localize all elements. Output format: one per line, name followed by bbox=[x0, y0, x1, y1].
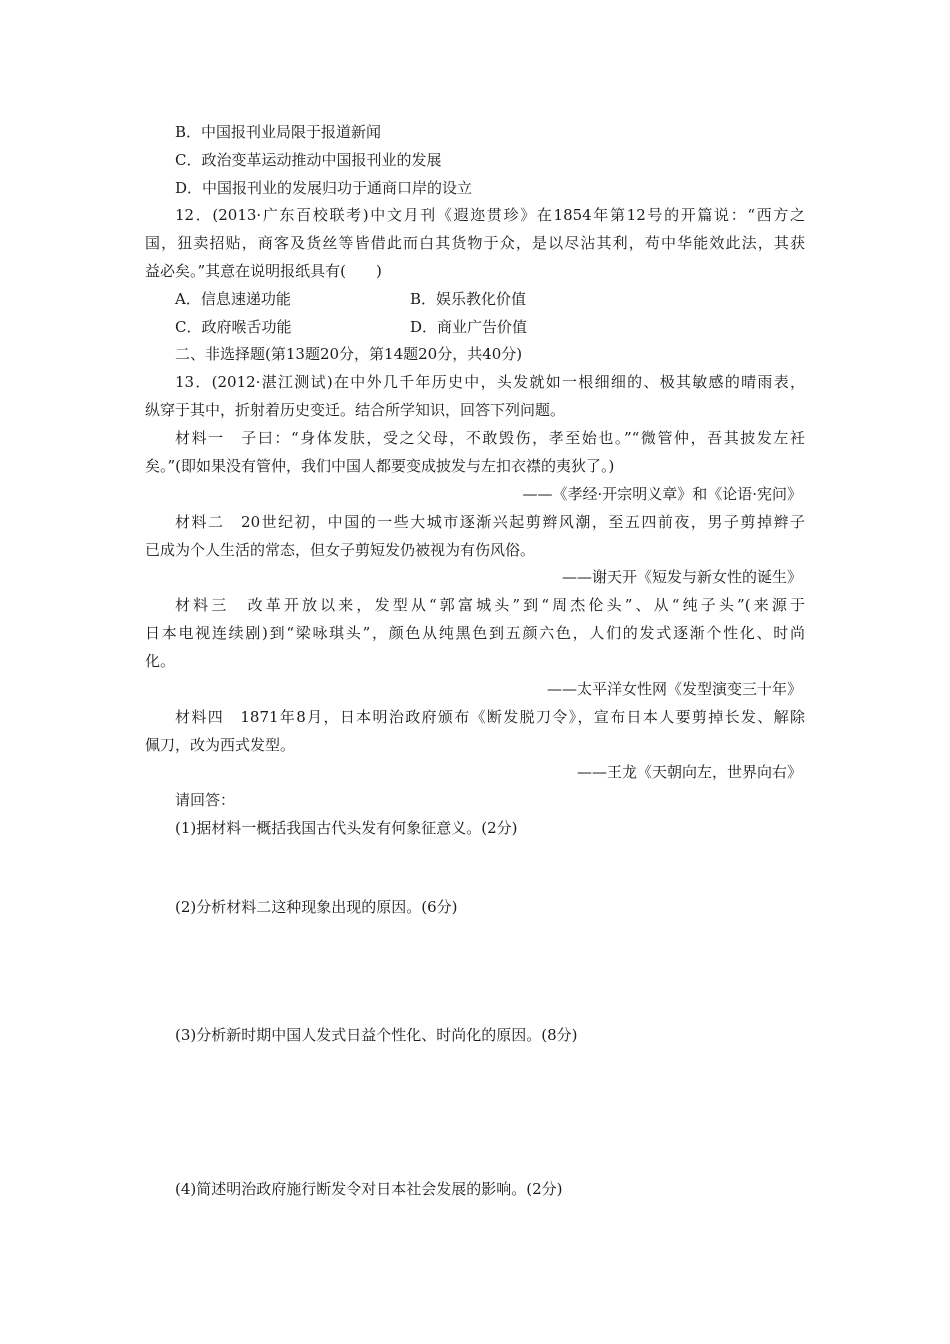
answer-prompt: 请回答： bbox=[175, 791, 236, 809]
q12-option-c: C．政府喉舌功能 bbox=[175, 318, 292, 336]
sub-question-4: (4)简述明治政府施行断发令对日本社会发展的影响。(2分) bbox=[175, 1180, 563, 1198]
q11-option-d: D．中国报刊业的发展归功于通商口岸的设立 bbox=[175, 179, 473, 197]
q11-option-c: C．政治变革运动推动中国报刊业的发展 bbox=[175, 151, 442, 169]
material2-line2: 已成为个人生活的常态，但女子剪短发仍被视为有伤风俗。 bbox=[145, 541, 536, 559]
sub-question-1: (1)据材料一概括我国古代头发有何象征意义。(2分) bbox=[175, 819, 518, 837]
sub-question-3: (3)分析新时期中国人发式日益个性化、时尚化的原因。(8分) bbox=[175, 1026, 578, 1044]
material2-source: ——谢天开《短发与新女性的诞生》 bbox=[561, 568, 802, 586]
material1-line1: 材料一 子曰：“身体发肤，受之父母，不敢毁伤，孝至始也。”“微管仲，吾其披发左衽 bbox=[175, 429, 805, 447]
material4-line1: 材料四 1871年8月，日本明治政府颁布《断发脱刀令》，宣布日本人要剪掉长发、解除 bbox=[175, 708, 805, 726]
material3-line1: 材料三 改革开放以来，发型从“郭富城头”到“周杰伦头”、从“纯子头”(来源于 bbox=[175, 596, 805, 614]
q12-option-d: D．商业广告价值 bbox=[410, 318, 528, 336]
material4-line2: 佩刀，改为西式发型。 bbox=[145, 736, 296, 754]
sub-question-2: (2)分析材料二这种现象出现的原因。(6分) bbox=[175, 898, 458, 916]
q13-stem-line1: 13．(2012·湛江测试)在中外几千年历史中，头发就如一根细细的、极其敏感的晴雨表， bbox=[175, 373, 805, 391]
material1-source: ——《孝经·开宗明义章》和《论语·宪问》 bbox=[522, 485, 802, 503]
q13-stem-line2: 纵穿于其中，折射着历史变迁。结合所学知识，回答下列问题。 bbox=[145, 401, 566, 419]
material1-line2: 矣。”(即如果没有管仲，我们中国人都要变成披发与左扣衣襟的夷狄了。) bbox=[145, 457, 615, 475]
material2-line1: 材料二 20世纪初，中国的一些大城市逐渐兴起剪辫风潮，至五四前夜，男子剪掉辫子 bbox=[175, 513, 805, 531]
q11-option-b: B．中国报刊业局限于报道新闻 bbox=[175, 123, 382, 141]
section2-heading: 二、非选择题(第13题20分，第14题20分，共40分) bbox=[175, 345, 523, 363]
q12-stem-line2: 国，狃卖招贴，商客及货丝等皆借此而白其货物于众，是以尽沾其利，苟中华能效此法，其获 bbox=[145, 234, 805, 252]
q12-stem-line1: 12．(2013·广东百校联考)中文月刊《遐迩贯珍》在1854年第12号的开篇说：“西方之 bbox=[175, 206, 805, 224]
q12-stem-line3: 益必矣。”其意在说明报纸具有( ) bbox=[145, 262, 382, 280]
material3-line3: 化。 bbox=[145, 652, 176, 670]
material3-line2: 日本电视连续剧)到“梁咏琪头”，颜色从纯黑色到五颜六色，人们的发式逐渐个性化、时尚 bbox=[145, 624, 805, 642]
material4-source: ——王龙《天朝向左，世界向右》 bbox=[576, 763, 802, 781]
material3-source: ——太平洋女性网《发型演变三十年》 bbox=[546, 680, 802, 698]
q12-option-b: B．娱乐教化价值 bbox=[410, 290, 527, 308]
q12-option-a: A．信息速递功能 bbox=[175, 290, 291, 308]
